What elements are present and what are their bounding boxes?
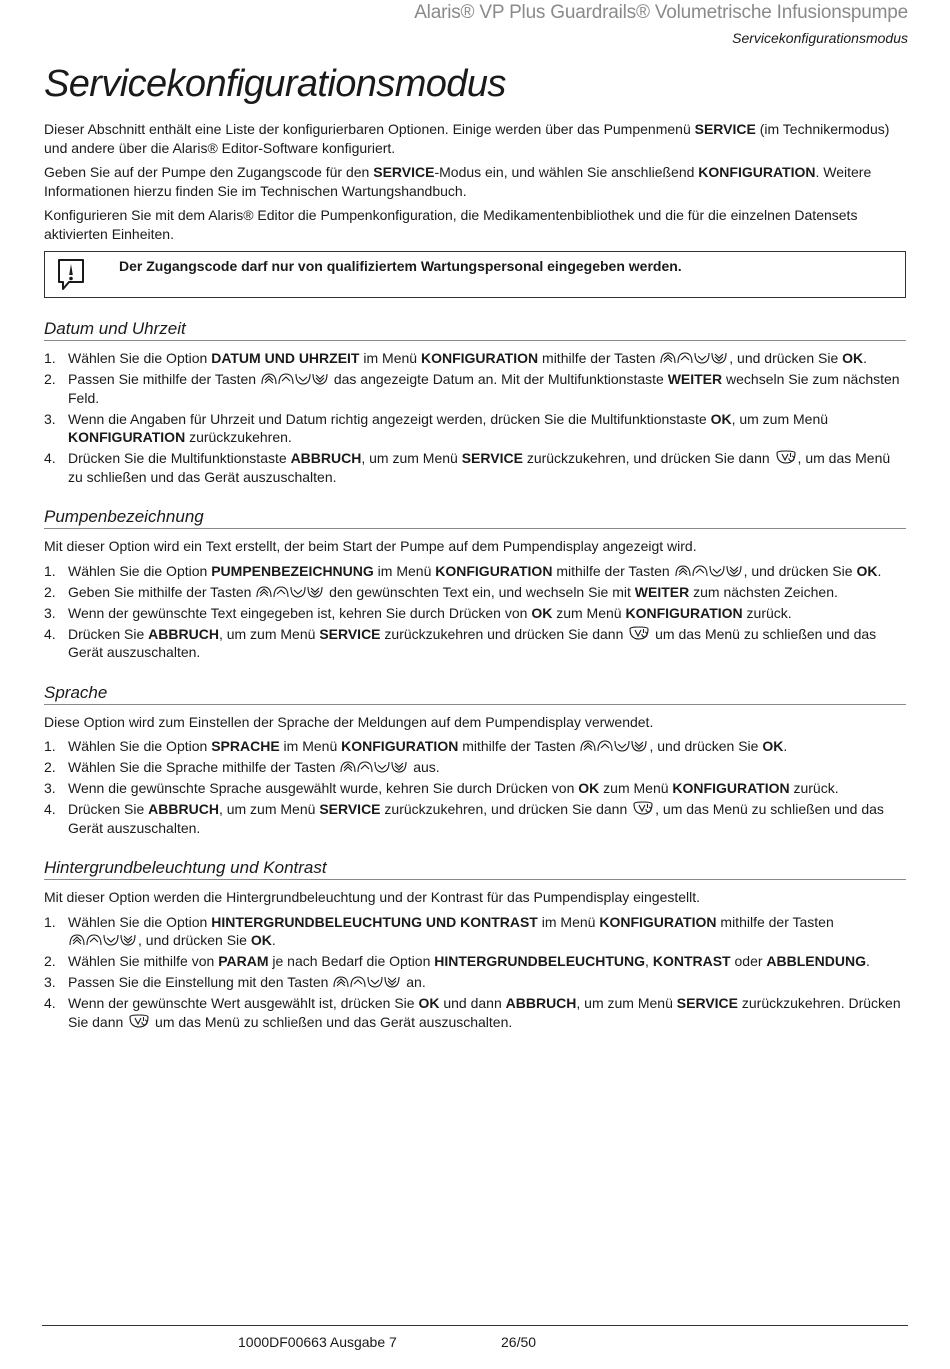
bold-term: SPRACHE (211, 738, 280, 754)
bold-term: SERVICE (676, 995, 738, 1011)
list-item (44, 410, 906, 447)
text-run: oder (730, 953, 767, 969)
text-run: Wählen Sie die Option (68, 913, 212, 930)
power-off-icon (775, 450, 797, 465)
section (44, 318, 906, 486)
bold-term: DATUM UND UHRZEIT (211, 350, 360, 366)
step-number: 1. (44, 913, 56, 930)
bold-term: OK (250, 932, 272, 948)
text-run: , um zum Menü (218, 801, 320, 817)
step-number: 4. (44, 450, 56, 466)
caution-icon (56, 258, 86, 292)
text-run: den gewünschten Text ein, und wechseln Sie mit (325, 583, 635, 600)
step-list (44, 737, 906, 837)
step-number: 1. (44, 562, 56, 579)
arrow-keys-icon (261, 372, 329, 386)
list-item (44, 913, 906, 950)
section-intro: Mit dieser Option wird ein Text erstellt, der beim Start der Pumpe auf dem Pumpendisplay angezeigt wird. (44, 538, 697, 554)
bold-term: KONFIGURATION (420, 350, 539, 366)
text-run: , und drücken Sie (649, 738, 763, 754)
text-run: , (645, 953, 653, 969)
step-number: 2. (44, 953, 56, 969)
list-item (44, 758, 906, 777)
text-run: . (271, 932, 276, 948)
step-number: 3. (44, 604, 56, 621)
bold-term: HINTERGRUNDBELEUCHTUNG (434, 953, 646, 969)
text-run: um das Menü zu schließen und das Gerät auszuschalten. (151, 1013, 513, 1030)
bold-term: ABBLENDUNG (766, 953, 866, 969)
text-run: , um das Menü zu schließen und das Gerät auszuschalten. (68, 801, 884, 836)
text-run: im Menü (537, 913, 600, 930)
footer-page-number: 26/50 (501, 1334, 537, 1350)
bold-term: SERVICE (694, 121, 756, 137)
section-heading: Pumpenbezeichnung (44, 506, 906, 529)
text-run: Passen Sie mithilfe der Tasten (68, 371, 260, 387)
step-list (44, 562, 906, 662)
footer-doc-number: 1000DF00663 Ausgabe 7 (238, 1334, 397, 1350)
text-run: wechseln Sie zum nächsten Feld. (68, 371, 900, 406)
intro-paragraph (44, 163, 906, 200)
text-run: Drücken Sie (68, 801, 149, 817)
text-run: Konfigurieren Sie mit dem Alaris® Editor die Pumpenkonfiguration, die Medikamentenbibliothek und die für die einzelnen Datensets aktivierten Einheiten. (44, 207, 858, 242)
bold-term: SERVICE (461, 450, 523, 466)
text-run: mithilfe der Tasten (552, 562, 674, 579)
section-heading: Datum und Uhrzeit (44, 318, 906, 341)
text-run: , und drücken Sie (729, 350, 843, 366)
text-run: zum nächsten Zeichen. (689, 583, 838, 600)
text-run: , und drücken Sie (138, 932, 251, 948)
list-item (44, 973, 906, 992)
bold-term: SERVICE (373, 164, 435, 180)
text-run: Wählen Sie mithilfe von (68, 953, 219, 969)
text-run: Wählen Sie die Option (68, 562, 212, 579)
list-item (44, 994, 906, 1031)
section (44, 682, 906, 838)
bold-term: ABBRUCH (290, 450, 362, 466)
step-number: 4. (44, 801, 56, 817)
text-run: mithilfe der Tasten (538, 350, 660, 366)
step-number: 2. (44, 583, 56, 600)
text-run: an. (402, 974, 426, 990)
list-item (44, 562, 906, 581)
text-run: im Menü (373, 562, 436, 579)
text-run: Wenn der gewünschte Wert ausgewählt ist, drücken Sie (68, 995, 419, 1011)
text-run: Wählen Sie die Option (68, 738, 212, 754)
text-run: zum Menü (552, 604, 626, 621)
text-run: -Modus ein, und wählen Sie anschließend (434, 164, 699, 180)
text-run: Dieser Abschnitt enthält eine Liste der konfigurierbaren Optionen. Einige werden über das Pumpenmenü (44, 121, 695, 137)
arrow-keys-icon (675, 564, 743, 578)
text-run: Geben Sie mithilfe der Tasten (68, 583, 256, 600)
footer-rule (42, 1325, 908, 1326)
page-title: Servicekonfigurationsmodus (44, 63, 506, 105)
list-item (44, 349, 906, 368)
arrow-keys-icon (69, 933, 137, 947)
section-intro: Diese Option wird zum Einstellen der Sprache der Meldungen auf dem Pumpendisplay verwendet. (44, 713, 654, 730)
bold-term: OK (578, 780, 600, 796)
text-run: je nach Bedarf die Option (268, 953, 435, 969)
arrow-keys-icon (340, 760, 408, 774)
text-run: Drücken Sie die Multifunktionstaste (68, 450, 291, 466)
bold-term: ABBRUCH (148, 625, 219, 642)
arrow-keys-icon (333, 975, 401, 989)
bold-term: ABBRUCH (148, 801, 219, 817)
bold-term: KONFIGURATION (599, 913, 717, 930)
bold-term: KONTRAST (652, 953, 731, 969)
text-run: , und drücken Sie (743, 562, 857, 579)
bold-term: KONFIGURATION (341, 738, 459, 754)
text-run: zurückzukehren. (185, 429, 292, 445)
arrow-keys-icon (256, 585, 324, 599)
text-run: Wenn die gewünschte Sprache ausgewählt wurde, kehren Sie durch Drücken von (68, 780, 579, 796)
sections-container (44, 318, 906, 1031)
text-run: , um zum Menü (576, 995, 677, 1011)
text-run: im Menü (279, 738, 342, 754)
bold-term: SERVICE (319, 625, 381, 642)
bold-term: KONFIGURATION (698, 164, 816, 180)
step-number: 4. (44, 995, 56, 1011)
text-run: , um zum Menü (361, 450, 462, 466)
bold-term: KONFIGURATION (672, 780, 790, 796)
bold-term: ABBRUCH (505, 995, 577, 1011)
text-run: (im Technikermodus) und andere über die Alaris® Editor-Software konfiguriert. (44, 121, 890, 156)
step-number: 1. (44, 738, 56, 754)
text-run: . (877, 562, 882, 579)
bold-term: OK (418, 995, 440, 1011)
text-run: Wählen Sie die Sprache mithilfe der Tasten (68, 759, 340, 775)
bold-term: OK (842, 350, 864, 366)
section (44, 506, 906, 662)
section-intro: Mit dieser Option werden die Hintergrundbeleuchtung und der Kontrast für das Pumpendisplay eingestellt. (44, 889, 701, 905)
bold-term: OK (856, 562, 878, 579)
text-run: Wenn die Angaben für Uhrzeit und Datum richtig angezeigt werden, drücken Sie die Multifunktionstaste (68, 410, 711, 427)
list-item (44, 625, 906, 662)
main-content (44, 120, 906, 1034)
arrow-keys-icon (660, 351, 728, 365)
text-run: zurückzukehren, und drücken Sie dann (522, 450, 774, 466)
bold-term: HINTERGRUNDBELEUCHTUNG UND KONTRAST (211, 913, 538, 930)
list-item (44, 737, 906, 756)
step-number: 3. (44, 974, 56, 990)
text-run: Passen Sie die Einstellung mit den Tasten (68, 974, 333, 990)
warning-box (44, 251, 906, 298)
text-run: , um das Menü zu schließen und das Gerät auszuschalten. (68, 450, 891, 485)
list-item (44, 583, 906, 602)
step-number: 4. (44, 625, 56, 642)
step-number: 3. (44, 410, 56, 427)
intro-paragraphs (44, 120, 906, 243)
power-off-icon (628, 626, 650, 641)
text-run: das angezeigte Datum an. Mit der Multifunktionstaste (329, 371, 668, 387)
list-item (44, 370, 906, 407)
list-item (44, 800, 906, 837)
bold-term: SERVICE (319, 801, 381, 817)
list-item (44, 779, 906, 798)
step-number: 3. (44, 780, 56, 796)
text-run: mithilfe der Tasten (458, 738, 580, 754)
step-number: 2. (44, 759, 56, 775)
text-run: zurück. (742, 604, 792, 621)
bold-term: KONFIGURATION (435, 562, 553, 579)
text-run: . Weitere Informationen hierzu finden Sie im Technischen Wartungshandbuch. (44, 164, 872, 199)
step-list (44, 913, 906, 1032)
bold-term: PUMPENBEZEICHNUNG (211, 562, 374, 579)
text-run: , um zum Menü (218, 625, 320, 642)
bold-term: OK (710, 410, 732, 427)
running-header-title: Alaris® VP Plus Guardrails® Volumetrische Infusionspumpe (414, 2, 908, 23)
text-run: zurückzukehren. Drücken Sie dann (68, 995, 901, 1030)
power-off-icon (128, 1014, 150, 1029)
intro-paragraph (44, 120, 906, 157)
text-run: zurück. (789, 780, 839, 796)
section (44, 857, 906, 1031)
warning-text: Der Zugangscode darf nur von qualifiziertem Wartungspersonal eingegeben werden. (119, 258, 682, 274)
bold-term: WEITER (667, 371, 723, 387)
bold-term: OK (762, 738, 784, 754)
text-run: zum Menü (599, 780, 673, 796)
text-run: . (865, 953, 870, 969)
text-run: , um zum Menü (731, 410, 829, 427)
text-run: im Menü (359, 350, 421, 366)
step-number: 2. (44, 371, 56, 387)
text-run: zurückzukehren und drücken Sie dann (380, 625, 628, 642)
arrow-keys-icon (580, 739, 648, 753)
list-item (44, 952, 906, 971)
text-run: und dann (439, 995, 506, 1011)
running-header-subtitle: Servicekonfigurationsmodus (732, 30, 908, 46)
text-run: Wählen Sie die Option (68, 350, 212, 366)
bold-term: WEITER (634, 583, 690, 600)
list-item (44, 449, 906, 486)
text-run: aus. (409, 759, 440, 775)
intro-paragraph (44, 206, 906, 243)
text-run: Wenn der gewünschte Text eingegeben ist, kehren Sie durch Drücken von (68, 604, 532, 621)
bold-term: KONFIGURATION (68, 429, 186, 445)
text-run: Drücken Sie (68, 625, 149, 642)
bold-term: OK (531, 604, 553, 621)
section-heading: Hintergrundbeleuchtung und Kontrast (44, 857, 906, 880)
text-run: Geben Sie auf der Pumpe den Zugangscode für den (44, 164, 374, 180)
text-run: . (863, 350, 868, 366)
section-heading: Sprache (44, 682, 906, 705)
bold-term: PARAM (218, 953, 269, 969)
list-item (44, 604, 906, 623)
text-run: mithilfe der Tasten (716, 913, 834, 930)
step-number: 1. (44, 350, 56, 366)
text-run: zurückzukehren, und drücken Sie dann (380, 801, 632, 817)
power-off-icon (632, 801, 654, 816)
step-list (44, 349, 906, 486)
text-run: um das Menü zu schließen und das Gerät auszuschalten. (68, 625, 877, 660)
bold-term: KONFIGURATION (625, 604, 743, 621)
text-run: . (783, 738, 788, 754)
